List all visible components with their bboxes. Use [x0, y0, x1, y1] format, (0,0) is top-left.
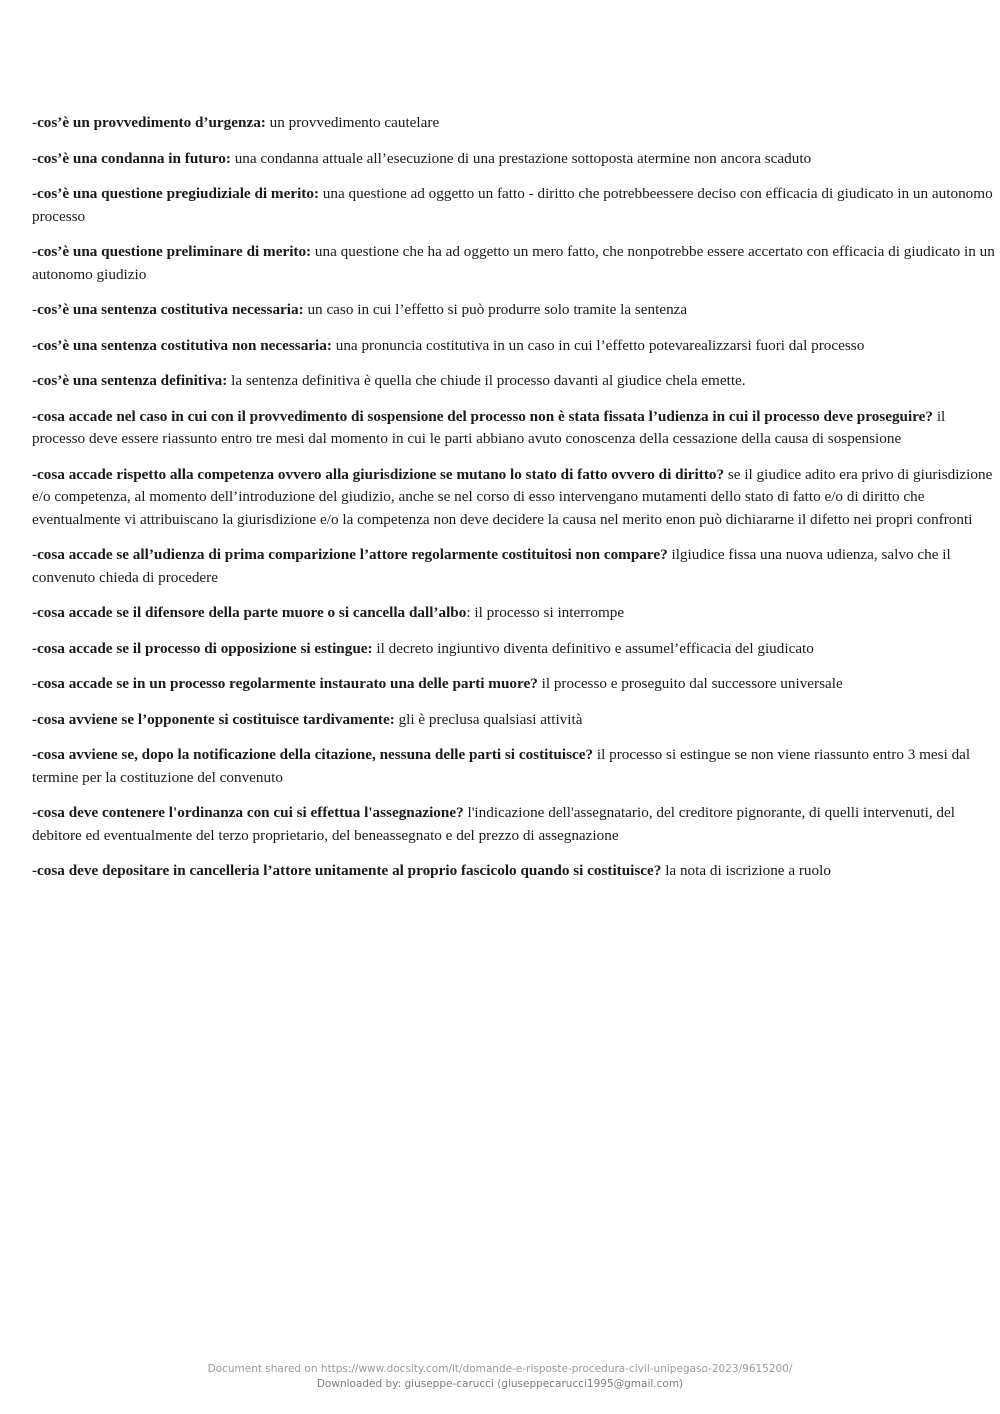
- footer-shared-link[interactable]: Document shared on https://www.docsity.com/it/domande-e-risposte-procedura-civil-unipegaso-2023/9615200/: [207, 1363, 793, 1375]
- qa-item: [32, 673, 1000, 696]
- answer-text: una questione ad oggetto un fatto - diritto che potrebbeessere deciso con efficacia di giudicato in un autonomo processo: [32, 185, 993, 225]
- question-text: -cosa deve contenere l'ordinanza con cui si effettua l'assegnazione?: [32, 804, 464, 821]
- question-text: -cos’è una sentenza definitiva:: [32, 372, 228, 389]
- qa-item: [32, 602, 1000, 625]
- answer-text: : il processo si interrompe: [466, 604, 625, 621]
- answer-text: gli è preclusa qualsiasi attività: [394, 710, 583, 728]
- qa-item: [32, 744, 1000, 789]
- qa-item: [32, 464, 1000, 532]
- item-prefix: -: [32, 243, 38, 260]
- question-text: cos’è una condanna in futuro:: [37, 149, 231, 167]
- question-text: cosa accade se all’udienza di prima comparizione l’attore regolarmente costituitosi non compare?: [37, 546, 668, 563]
- item-prefix: -: [32, 546, 38, 563]
- answer-text: il decreto ingiuntivo diventa definitivo e assumel’efficacia del giudicato: [372, 639, 814, 657]
- qa-item: [32, 183, 1000, 228]
- qa-item: [32, 370, 1000, 393]
- answer-text: il processo e proseguito dal successore universale: [537, 675, 843, 692]
- question-text: cos’è una sentenza costitutiva necessaria:: [37, 301, 304, 318]
- answer-text: la sentenza definitiva è quella che chiude il processo davanti al giudice chela emette.: [227, 372, 746, 389]
- answer-text: una condanna attuale all’esecuzione di una prestazione sottoposta atermine non ancora scaduto: [230, 149, 812, 167]
- answer-text: la nota di iscrizione a ruolo: [661, 862, 831, 879]
- answer-text: il processo si estingue se non viene riassunto entro 3 mesi dal termine per la costituzione del convenuto: [32, 746, 971, 786]
- qa-item: [32, 802, 1000, 847]
- item-prefix: -: [32, 114, 38, 131]
- question-text: cos’è una questione preliminare di merito:: [37, 243, 312, 260]
- qa-item: [32, 544, 1000, 589]
- qa-item: [32, 638, 1000, 661]
- qa-item: [32, 299, 1000, 322]
- qa-item: [32, 860, 1000, 883]
- qa-item: [32, 709, 1000, 732]
- footer-downloaded-by: Downloaded by: giuseppe-carucci (giuseppecarucci1995@gmail.com): [316, 1378, 684, 1390]
- question-text: -cosa accade se il processo di opposizione si estingue:: [32, 639, 373, 657]
- question-text: cos’è un provvedimento d’urgenza:: [37, 114, 266, 131]
- question-text: -cosa avviene se l’opponente si costituisce tardivamente:: [32, 710, 395, 728]
- question-text: -cosa accade se il difensore della parte muore o si cancella dall’albo: [32, 604, 467, 621]
- answer-text: un caso in cui l’effetto si può produrre solo tramite la sentenza: [303, 301, 688, 318]
- answer-text: una questione che ha ad oggetto un mero fatto, che nonpotrebbe essere accertato con efficacia di giudicato in un autonomo giudizio: [32, 243, 995, 283]
- item-prefix: -: [32, 301, 38, 318]
- question-text: -cosa deve depositare in cancelleria l’attore unitamente al proprio fascicolo quando si costituisce?: [32, 862, 662, 879]
- item-prefix: -: [32, 675, 38, 692]
- qa-item: [32, 335, 1000, 358]
- question-text: -cos’è una sentenza costitutiva non necessaria:: [32, 336, 332, 354]
- question-text: -cosa accade nel caso in cui con il provvedimento di sospensione del processo non è stata fissata l’udienza in cui il processo deve proseguire?: [32, 407, 934, 425]
- answer-text: un provvedimento cautelare: [265, 114, 440, 131]
- question-text: -cosa avviene se, dopo la notificazione della citazione, nessuna delle parti si costituisce?: [32, 746, 594, 763]
- question-text: cosa accade se in un processo regolarmente instaurato una delle parti muore?: [37, 675, 538, 692]
- answer-text: una pronuncia costitutiva in un caso in cui l’effetto potevarealizzarsi fuori dal processo: [331, 336, 865, 354]
- qa-item: [32, 112, 1000, 135]
- answer-text: l'indicazione dell'assegnatario, del creditore pignorante, di quelli intervenuti, del debitore ed eventualmente del terzo proprietario, del beneassegnato e del prezzo di assegnazione: [32, 804, 955, 844]
- document-body: [32, 112, 1000, 896]
- qa-item: [32, 148, 1000, 171]
- page-footer: [0, 1362, 1000, 1392]
- question-text: -cosa accade rispetto alla competenza ovvero alla giurisdizione se mutano lo stato di fatto ovvero di diritto?: [32, 465, 725, 483]
- qa-item: [32, 241, 1000, 286]
- answer-text: il processo deve essere riassunto entro tre mesi dal momento in cui le parti abbiano avuto conoscenza della cessazione della causa di sospensione: [32, 407, 946, 447]
- answer-text: se il giudice adito era privo di giurisdizione e/o competenza, al momento dell’introduzione del giudizio, anche se nel corso di esso intervengano mutamenti dello stato di fatto e/o di diritto che eventualmente vi attribuiscano la giurisdizione e/o la competenza non deve decidere la causa nel merito enon può dichiararne il difetto nei propri confronti: [32, 465, 993, 528]
- qa-item: [32, 406, 1000, 451]
- item-prefix: -: [32, 149, 38, 167]
- question-text: -cos’è una questione pregiudiziale di merito:: [32, 185, 319, 202]
- answer-text: ilgiudice fissa una nuova udienza, salvo che il convenuto chieda di procedere: [32, 546, 951, 586]
